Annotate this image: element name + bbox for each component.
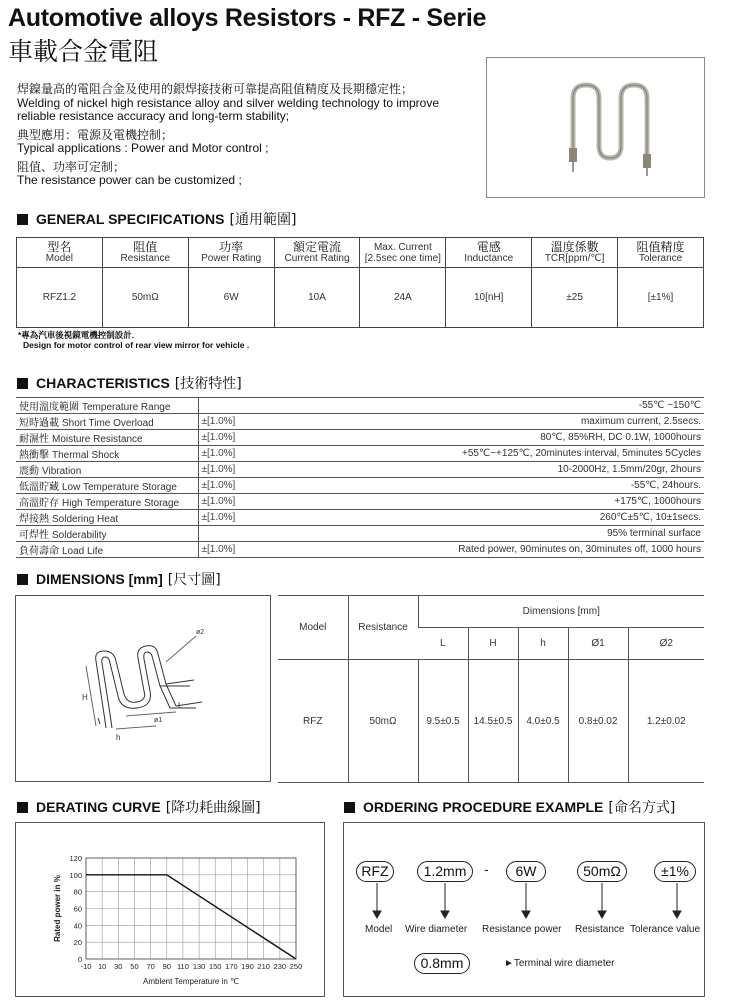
note-cn: *專為汽車後視鏡電機控制設計.	[18, 330, 135, 340]
column-header: 電感 Inductance	[446, 238, 532, 268]
characteristic-name-cn: 使用溫度範圍	[19, 402, 79, 413]
column-header: Ø1	[568, 628, 628, 660]
table-cell: 50mΩ	[102, 268, 188, 328]
characteristic-tolerance: ±[1.0%]	[198, 510, 268, 526]
dimensions-heading	[17, 569, 221, 589]
section-title: GENERAL SPECIFICATIONS	[36, 211, 225, 227]
column-header: 溫度係數 TCR[ppm/℃]	[532, 238, 618, 268]
table-row	[17, 268, 704, 328]
characteristic-name-en: Temperature Range	[82, 402, 171, 413]
drawing-label: ø1	[154, 717, 163, 724]
page-title-cn: 車載合金電阻	[8, 37, 159, 66]
column-header: H	[468, 628, 518, 660]
characteristic-condition: maximum current, 2.5secs.	[268, 414, 704, 430]
x-tick-label: 30	[114, 962, 123, 971]
table-header-row	[17, 238, 704, 268]
square-bullet-icon	[344, 802, 355, 813]
table-cell: 10A	[274, 268, 360, 328]
y-tick-label: 100	[69, 870, 82, 880]
table-cell: 6W	[188, 268, 274, 328]
characteristic-name-cn: 短時過載	[19, 418, 59, 429]
characteristic-tolerance: ±[1.0%]	[198, 462, 268, 478]
section-title-cn: [尺寸圖]	[167, 572, 221, 588]
characteristic-name	[16, 398, 198, 414]
x-tick-label: 50	[130, 962, 139, 971]
intro-en: The resistance power can be customized ;	[17, 173, 242, 187]
characteristic-name	[16, 462, 198, 478]
page-title: Automotive alloys Resistors - RFZ - Serie	[8, 4, 487, 32]
characteristic-name-en: Load Life	[62, 546, 104, 557]
table-row	[16, 510, 704, 526]
characteristic-name-en: Moisture Resistance	[52, 434, 143, 445]
characteristic-name-cn: 熱衝擊	[19, 450, 49, 461]
table-cell: 50mΩ	[348, 660, 418, 783]
column-header: L	[439, 638, 446, 649]
section-title: DIMENSIONS [mm]	[36, 571, 163, 587]
intro-cn: 典型應用：電源及電機控制；	[17, 127, 174, 142]
table-cell: 10[nH]	[446, 268, 532, 328]
characteristics-table	[16, 397, 704, 558]
drawing-label: h	[116, 733, 121, 742]
characteristic-name-cn: 震動	[19, 466, 39, 477]
x-tick-label: 250	[289, 962, 303, 971]
note-en: Design for motor control of rear view mirror for vehicle .	[23, 340, 250, 350]
y-tick-label: 40	[73, 921, 82, 931]
intro-cn: 焊鎳量高的電阻合金及使用的銀焊接技術可靠提高阻值精度及長期穩定性；	[17, 82, 414, 96]
label-wire-diameter: Wire diameter	[405, 924, 468, 935]
table-row	[16, 398, 704, 414]
table-row	[278, 660, 704, 783]
derating-chart	[15, 822, 325, 997]
characteristic-condition: +55℃~+125℃, 20minutes interval, 5minutes 5Cycles	[268, 446, 704, 462]
column-header: Resistance	[348, 596, 418, 660]
intro-cn: 阻值、功率可定制；	[17, 159, 126, 174]
characteristic-name-en: Soldering Heat	[52, 514, 119, 525]
table-cell: ±25	[532, 268, 618, 328]
characteristic-name-en: Vibration	[42, 466, 82, 477]
general-spec-table	[16, 237, 704, 328]
drawing-label: L	[178, 701, 183, 710]
x-tick-label: 210	[257, 962, 270, 971]
x-tick-label: 110	[176, 962, 189, 971]
characteristic-tolerance	[198, 398, 268, 414]
column-header: 阻值 Resistance	[102, 238, 188, 268]
characteristic-condition: +175℃, 1000hours	[268, 494, 704, 510]
intro-en: Welding of nickel high resistance alloy and silver welding technology to improve reliable resistance accuracy and long-term stability;	[17, 95, 440, 123]
dimensions-table	[278, 595, 704, 783]
code-model: RFZ	[356, 861, 394, 882]
x-tick-label: 90	[162, 962, 171, 971]
x-tick-label: -10	[80, 962, 92, 971]
y-tick-label: 0	[77, 955, 82, 964]
characteristic-name-cn: 高溫貯存	[19, 498, 59, 509]
characteristic-tolerance: ±[1.0%]	[198, 446, 268, 462]
intro-item	[17, 83, 457, 124]
characteristic-tolerance: ±[1.0%]	[198, 478, 268, 494]
intro-en: Typical applications : Power and Motor control ;	[17, 141, 269, 155]
x-tick-label: 70	[146, 962, 155, 971]
y-tick-label: 80	[73, 887, 82, 897]
characteristic-name-en: Low Temperature Storage	[62, 482, 177, 493]
drawing-label: H	[82, 693, 88, 702]
x-tick-label: 10	[97, 962, 107, 971]
y-tick-label: 20	[73, 938, 82, 948]
table-row	[16, 478, 704, 494]
table-cell: 9.5±0.5	[418, 660, 468, 783]
code-power: 6W	[506, 861, 546, 882]
characteristic-condition: 80℃, 85%RH, DC 0.1W, 1000hours	[268, 430, 704, 446]
characteristic-name	[16, 542, 198, 558]
square-bullet-icon	[17, 574, 28, 585]
section-title: CHARACTERISTICS	[36, 375, 170, 391]
intro-item	[17, 161, 457, 188]
x-axis-label: Amblent Temperature in ℃	[143, 977, 239, 986]
square-bullet-icon	[17, 802, 28, 813]
table-cell: [±1%]	[618, 268, 704, 328]
derating-heading	[17, 797, 261, 817]
table-row	[16, 542, 704, 558]
characteristic-tolerance: ±[1.0%]	[198, 542, 268, 558]
section-title-cn: [技術特性]	[174, 376, 242, 392]
characteristic-condition: -55℃, 24hours.	[268, 478, 704, 494]
characteristic-condition: 260℃±5℃, 10±1secs.	[268, 510, 704, 526]
characteristic-name-cn: 焊接熱	[19, 514, 49, 525]
characteristic-tolerance: ±[1.0%]	[198, 414, 268, 430]
code-tolerance: ±1%	[654, 861, 696, 882]
characteristic-condition: 10-2000Hz, 1.5mm/20gr, 2hours	[268, 462, 704, 478]
characteristic-tolerance: ±[1.0%]	[198, 494, 268, 510]
characteristic-name	[16, 526, 198, 542]
characteristic-name-cn: 可焊性	[19, 530, 49, 541]
x-tick-label: 130	[192, 962, 206, 971]
characteristic-name-en: Short Time Overload	[62, 418, 154, 429]
x-tick-label: 150	[208, 962, 222, 971]
characteristic-name-cn: 耐濕性	[19, 434, 49, 445]
square-bullet-icon	[17, 214, 28, 225]
table-cell: 24A	[360, 268, 446, 328]
characteristic-name	[16, 494, 198, 510]
table-cell: RFZ1.2	[17, 268, 103, 328]
code-terminal-diameter: 0.8mm	[414, 953, 470, 974]
table-row	[16, 462, 704, 478]
column-header: Model	[299, 622, 327, 633]
table-cell: 14.5±0.5	[468, 660, 518, 783]
characteristic-name-en: High Temperature Storage	[62, 498, 180, 509]
column-header: 型名 Model	[17, 238, 103, 268]
code-wire-diameter: 1.2mm	[417, 861, 473, 882]
derating-line	[86, 875, 296, 959]
table-cell: 4.0±0.5	[518, 660, 568, 783]
label-tolerance: Tolerance value	[630, 924, 701, 935]
table-header-row	[278, 596, 704, 628]
product-photo	[486, 57, 705, 198]
label-resistance: Resistance	[575, 924, 625, 935]
x-tick-label: 190	[241, 962, 254, 971]
table-row	[16, 494, 704, 510]
ordering-heading	[344, 797, 675, 817]
table-row	[16, 526, 704, 542]
x-tick-label: 170	[225, 962, 238, 971]
characteristic-name	[16, 414, 198, 430]
code-resistance: 50mΩ	[577, 861, 627, 882]
code-separator: -	[484, 861, 489, 877]
x-tick-label: 230	[273, 962, 287, 971]
y-tick-label: 60	[73, 904, 82, 914]
section-title-cn: [通用範圍]	[229, 212, 297, 228]
section-title-cn: [命名方式]	[608, 800, 676, 816]
characteristics-heading	[17, 373, 242, 393]
label-model: Model	[365, 924, 393, 935]
column-header: 功率 Power Rating	[188, 238, 274, 268]
characteristic-name-cn: 低溫貯藏	[19, 482, 59, 493]
characteristic-name	[16, 446, 198, 462]
column-header: Max. Current [2.5sec one time]	[360, 238, 446, 268]
characteristic-condition: 95% terminal surface	[268, 526, 704, 542]
column-header: Dimensions [mm]	[418, 596, 704, 628]
design-note	[18, 330, 249, 350]
characteristic-condition: Rated power, 90minutes on, 30minutes off, 1000 hours	[268, 542, 704, 558]
label-power: Resistance power	[482, 924, 562, 935]
characteristic-name-cn: 負荷壽命	[19, 546, 59, 557]
table-row	[16, 414, 704, 430]
table-row	[16, 446, 704, 462]
table-row	[16, 430, 704, 446]
dimension-drawing	[15, 595, 271, 782]
y-axis-label: Rated power in %	[53, 875, 62, 942]
characteristic-name	[16, 510, 198, 526]
section-title-cn: [降功耗曲線圖]	[165, 800, 261, 816]
characteristic-name	[16, 478, 198, 494]
characteristic-tolerance: ±[1.0%]	[198, 430, 268, 446]
table-cell: 1.2±0.02	[628, 660, 704, 783]
section-title: ORDERING PROCEDURE EXAMPLE	[363, 799, 604, 815]
intro-item	[17, 129, 457, 156]
label-terminal-diameter: ►Terminal wire diameter	[504, 958, 615, 969]
column-header: 額定電流 Current Rating	[274, 238, 360, 268]
characteristic-name-en: Thermal Shock	[52, 450, 120, 461]
y-tick-label: 120	[69, 854, 82, 863]
general-spec-heading	[17, 209, 296, 229]
section-title: DERATING CURVE	[36, 799, 161, 815]
characteristic-name	[16, 430, 198, 446]
characteristic-name-en: Solderability	[52, 530, 107, 541]
table-cell: 0.8±0.02	[568, 660, 628, 783]
intro-text	[17, 83, 457, 193]
characteristic-condition: -55℃ ~150℃	[268, 398, 704, 414]
characteristic-tolerance	[198, 526, 268, 542]
square-bullet-icon	[17, 378, 28, 389]
column-header: 阻值精度 Tolerance	[618, 238, 704, 268]
table-cell: RFZ	[303, 715, 323, 727]
column-header: Ø2	[628, 628, 704, 660]
ordering-example	[343, 822, 705, 997]
column-header: h	[518, 628, 568, 660]
drawing-label: ø2	[196, 629, 205, 636]
